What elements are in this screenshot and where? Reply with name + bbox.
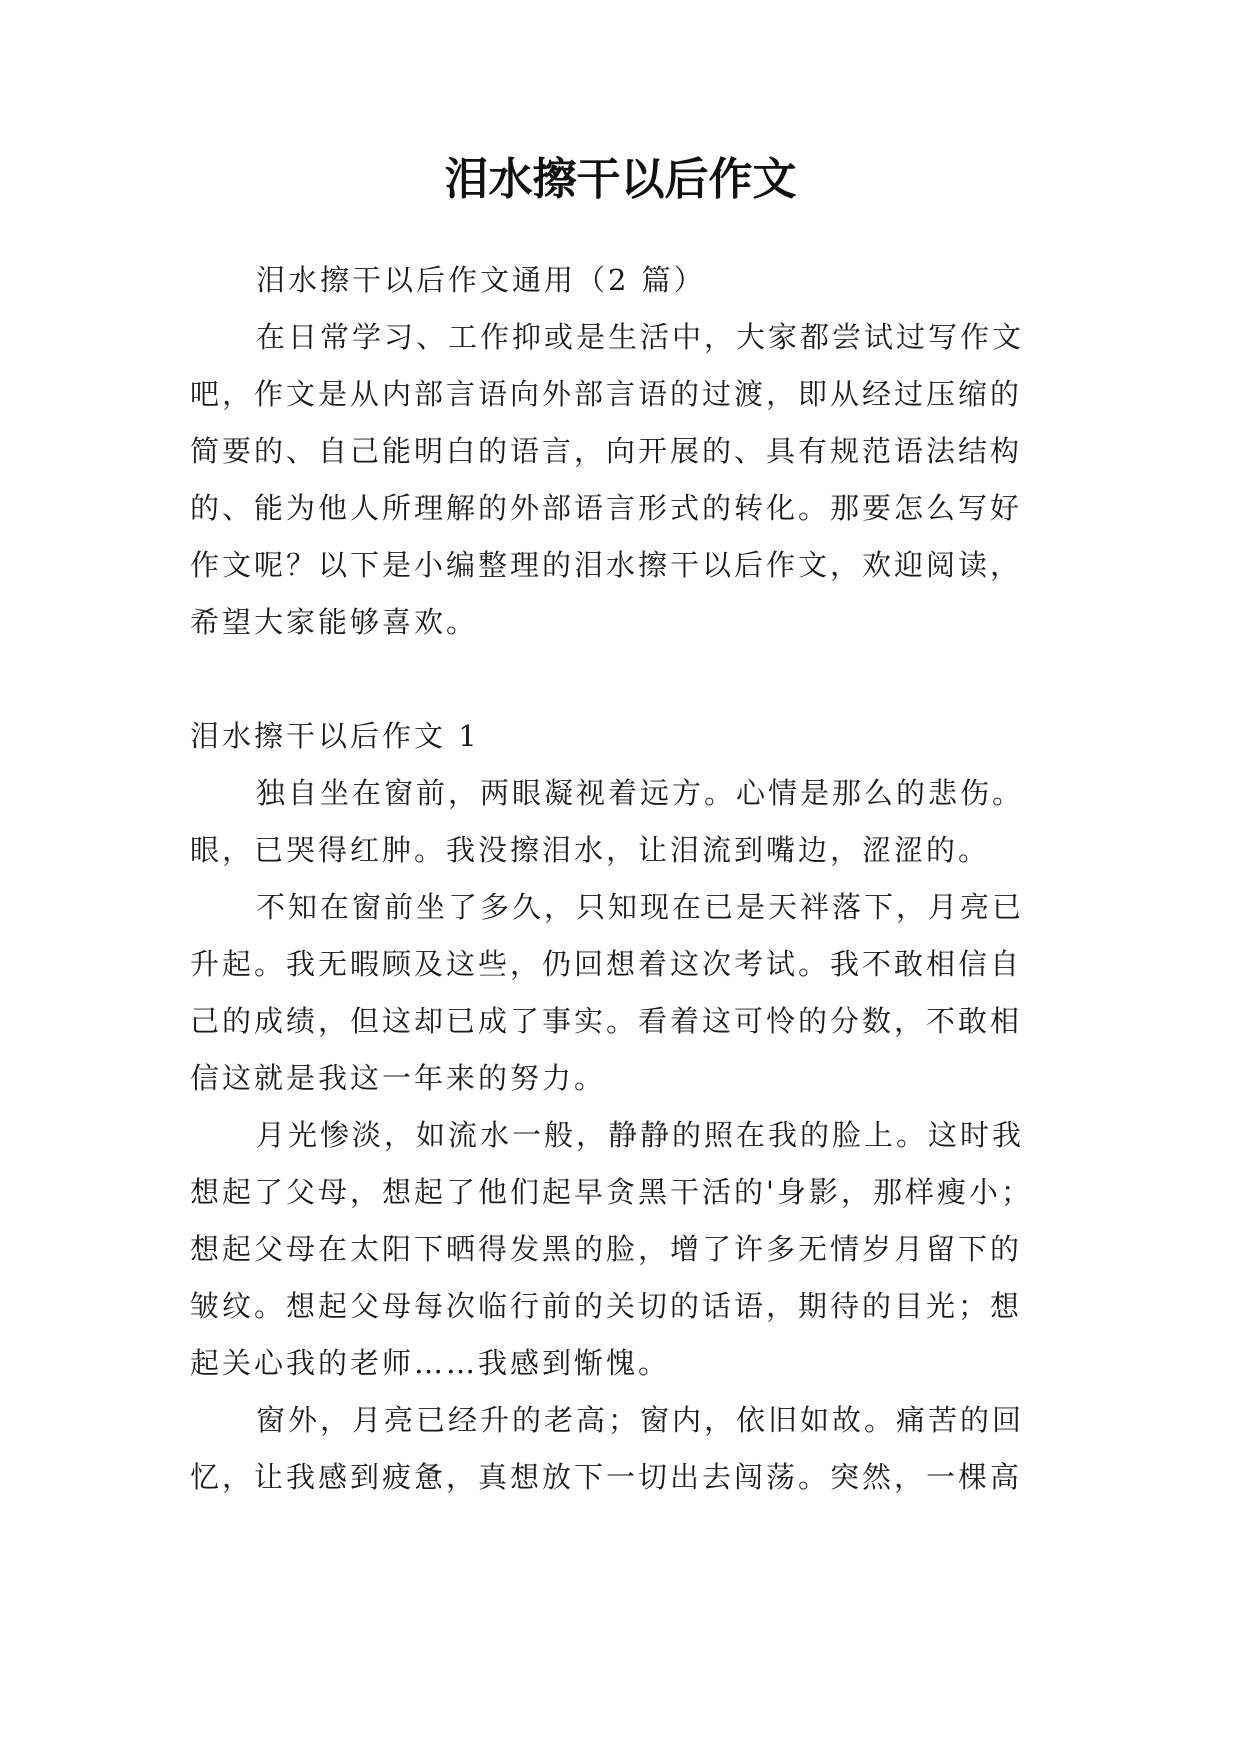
paragraph-line: 希望大家能够喜欢。 xyxy=(190,605,479,639)
paragraph-line: 升起。我无暇顾及这些，仍回想着这次考试。我不敢相信自 xyxy=(190,947,1023,981)
paragraph-line: 信这就是我这一年来的努力。 xyxy=(190,1061,607,1095)
section-heading: 泪水擦干以后作文 1 xyxy=(190,719,480,753)
subtitle-line: 泪水擦干以后作文通用（2 篇） xyxy=(256,263,706,297)
paragraph-line: 在日常学习、工作抑或是生活中，大家都尝试过写作文 xyxy=(256,320,1025,354)
paragraph-line: 想起了父母，想起了他们起早贪黑干活的'身影，那样瘦小； xyxy=(190,1175,1033,1209)
document-title: 泪水擦干以后作文 xyxy=(444,154,797,205)
paragraph-line: 忆，让我感到疲惫，真想放下一切出去闯荡。突然，一棵高 xyxy=(190,1460,1023,1494)
document-body xyxy=(190,252,1050,1506)
paragraph-line: 眼，已哭得红肿。我没擦泪水，让泪流到嘴边，涩涩的。 xyxy=(190,833,991,867)
paragraph-line: 想起父母在太阳下晒得发黑的脸，增了许多无情岁月留下的 xyxy=(190,1232,1023,1266)
paragraph-line: 窗外，月亮已经升的老高；窗内，依旧如故。痛苦的回 xyxy=(256,1403,1025,1437)
paragraph-line: 己的成绩，但这却已成了事实。看着这可怜的分数，不敢相 xyxy=(190,1004,1023,1038)
paragraph-line: 独自坐在窗前，两眼凝视着远方。心情是那么的悲伤。 xyxy=(256,776,1025,810)
paragraph-line: 月光惨淡，如流水一般，静静的照在我的脸上。这时我 xyxy=(256,1118,1025,1152)
paragraph-line: 简要的、自己能明白的语言，向开展的、具有规范语法结构 xyxy=(190,434,1023,468)
paragraph-line: 吧，作文是从内部言语向外部言语的过渡，即从经过压缩的 xyxy=(190,377,1023,411)
paragraph-line: 不知在窗前坐了多久，只知现在已是天袢落下，月亮已 xyxy=(256,890,1025,924)
paragraph-line: 皱纹。想起父母每次临行前的关切的话语，期待的目光；想 xyxy=(190,1289,1023,1323)
paragraph-line: 的、能为他人所理解的外部语言形式的转化。那要怎么写好 xyxy=(190,491,1023,525)
paragraph-line: 起关心我的老师……我感到惭愧。 xyxy=(190,1346,671,1380)
paragraph-line: 作文呢？以下是小编整理的泪水擦干以后作文，欢迎阅读， xyxy=(190,548,1023,582)
section-spacer xyxy=(190,651,1050,708)
